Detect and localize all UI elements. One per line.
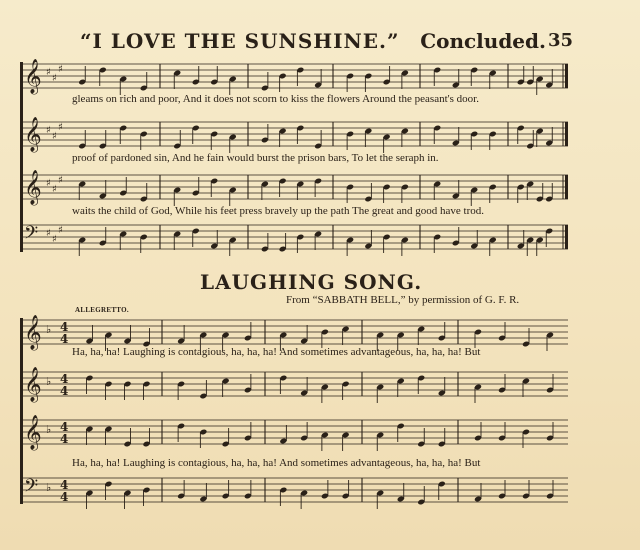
time-signature-top: 4 xyxy=(60,320,69,334)
song-title-text: “I LOVE THE SUNSHINE.” xyxy=(80,29,400,53)
sharp-icon: ♯ xyxy=(46,125,51,136)
sharp-icon: ♯ xyxy=(58,122,63,133)
system-bracket xyxy=(20,62,23,252)
sharp-icon: ♯ xyxy=(58,175,63,186)
flat-icon: ♭ xyxy=(46,423,52,436)
time-signature-top: 4 xyxy=(60,372,69,386)
bass-clef-icon: 𝄢 xyxy=(24,476,39,501)
treble-clef-icon: 𝄞 xyxy=(24,367,42,402)
song1-lyric-line-1: gleams on rich and poor, And it does not scorn to kiss the flowers Around the peasant's door. xyxy=(72,93,479,105)
sharp-icon: ♯ xyxy=(58,64,63,75)
section-title: LAUGHING SONG. xyxy=(200,270,423,294)
final-bar-thick xyxy=(565,225,568,249)
song2-lyric-line-1: Ha, ha, ha! Laughing is contagious, ha, ha, ha! And sometimes advantageous, ha, ha, ha! But xyxy=(72,346,481,358)
sharp-icon: ♯ xyxy=(46,178,51,189)
final-bar-thick xyxy=(565,64,568,88)
page-number: 35 xyxy=(548,30,574,51)
sharp-icon: ♯ xyxy=(52,73,57,84)
flat-icon: ♭ xyxy=(46,375,52,388)
time-signature-bottom: 4 xyxy=(60,490,69,504)
system-bracket xyxy=(20,318,23,504)
tempo-marking: ALLEGRETTO. xyxy=(75,306,129,314)
time-signature-top: 4 xyxy=(60,420,69,434)
song1-lyric-line-2: proof of pardoned sin, And he fain would burst the prison bars, To let the seraph in. xyxy=(72,152,439,164)
treble-clef-icon: 𝄞 xyxy=(24,415,42,450)
treble-clef-icon: 𝄞 xyxy=(24,59,42,94)
bass-clef-icon: 𝄢 xyxy=(24,223,39,248)
sharp-icon: ♯ xyxy=(46,228,51,239)
song-credit: From “SABBATH BELL,” by permission of G. F. R. xyxy=(286,294,520,306)
time-signature-bottom: 4 xyxy=(60,332,69,346)
song1-lyric-line-3: waits the child of God, While his feet press bravely up the path The great and good have trod. xyxy=(72,205,484,217)
time-signature-bottom: 4 xyxy=(60,432,69,446)
time-signature-top: 4 xyxy=(60,478,69,492)
flat-icon: ♭ xyxy=(46,323,52,336)
treble-clef-icon: 𝄞 xyxy=(24,315,42,350)
treble-clef-icon: 𝄞 xyxy=(24,117,42,152)
final-bar-thick xyxy=(565,175,568,199)
time-signature-bottom: 4 xyxy=(60,384,69,398)
sharp-icon: ♯ xyxy=(52,234,57,245)
sharp-icon: ♯ xyxy=(58,225,63,236)
sharp-icon: ♯ xyxy=(46,67,51,78)
final-bar-thick xyxy=(565,122,568,146)
song-title-suffix: Concluded. xyxy=(420,29,546,53)
flat-icon: ♭ xyxy=(46,481,52,494)
sharp-icon: ♯ xyxy=(52,131,57,142)
sharp-icon: ♯ xyxy=(52,184,57,195)
treble-clef-icon: 𝄞 xyxy=(24,170,42,205)
song2-lyric-line-2: Ha, ha, ha! Laughing is contagious, ha, ha, ha! And sometimes advantageous, ha, ha, ha! But xyxy=(72,457,481,469)
